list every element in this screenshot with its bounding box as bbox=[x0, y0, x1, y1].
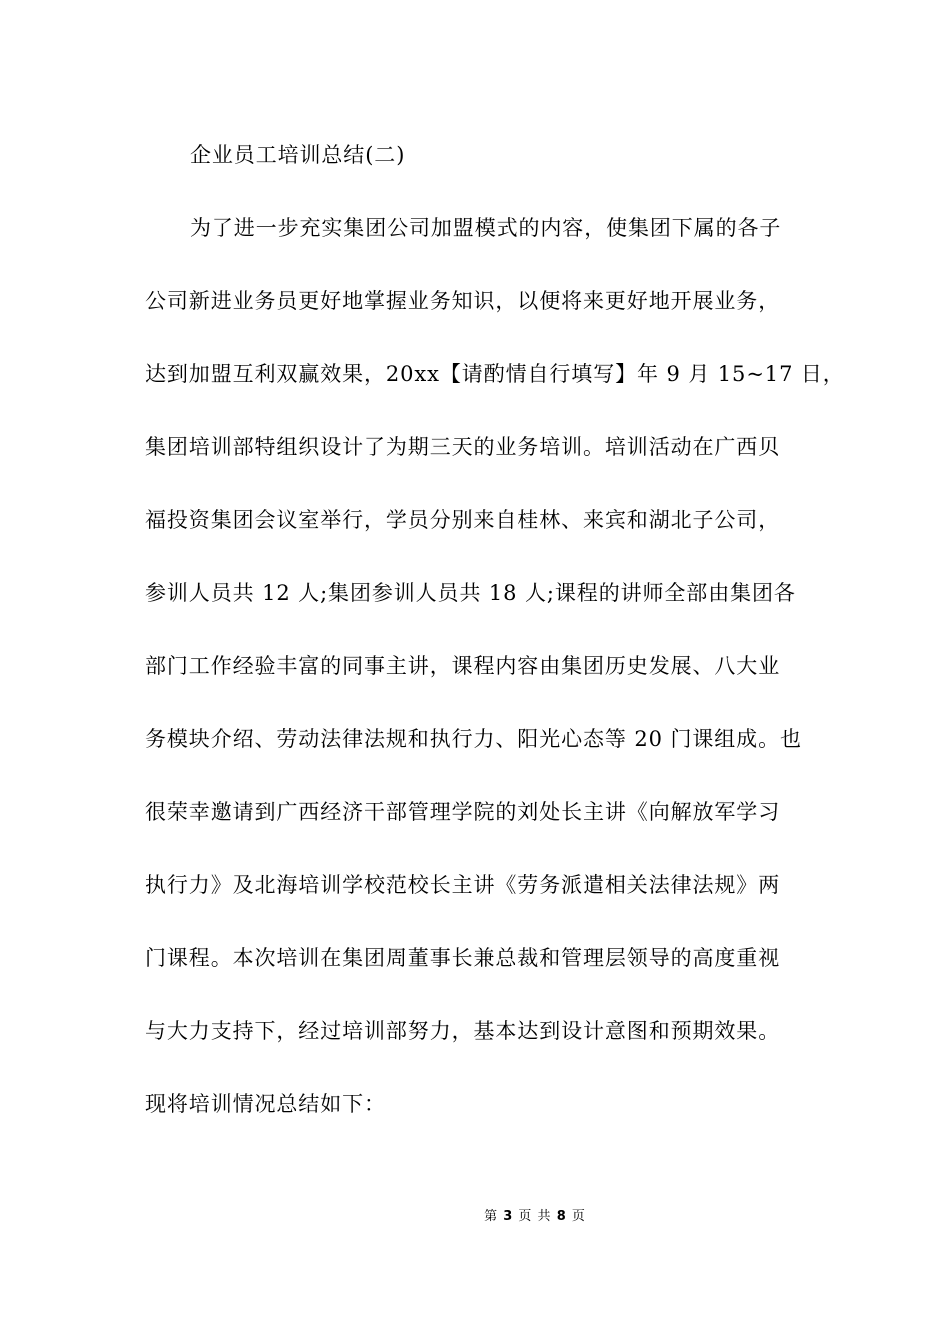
footer-suffix: 页 bbox=[571, 1209, 586, 1224]
paragraph-line-11: 门课程。本次培训在集团周董事长兼总裁和管理层领导的高度重视 bbox=[145, 946, 781, 970]
paragraph-line-9: 很荣幸邀请到广西经济干部管理学院的刘处长主讲《向解放军学习 bbox=[145, 800, 781, 824]
page-footer bbox=[0, 1207, 950, 1227]
paragraph-line-12: 与大力支持下，经过培训部努力，基本达到设计意图和预期效果。 bbox=[145, 1019, 781, 1043]
paragraph-line-2: 公司新进业务员更好地掌握业务知识，以便将来更好地开展业务， bbox=[145, 289, 781, 313]
paragraph-line-4: 集团培训部特组织设计了为期三天的业务培训。培训活动在广西贝 bbox=[145, 435, 781, 459]
footer-total-pages: 8 bbox=[556, 1209, 567, 1224]
footer-middle: 页 共 bbox=[518, 1209, 552, 1224]
paragraph-line-8: 务模块介绍、劳动法律法规和执行力、阳光心态等 20 门课组成。也 bbox=[145, 727, 802, 751]
paragraph-line-6: 参训人员共 12 人;集团参训人员共 18 人;课程的讲师全部由集团各 bbox=[145, 581, 796, 605]
document-title: 企业员工培训总结(二) bbox=[190, 143, 406, 167]
paragraph-line-13: 现将培训情况总结如下： bbox=[145, 1092, 386, 1116]
paragraph-line-10: 执行力》及北海培训学校范校长主讲《劳务派遣相关法律法规》两 bbox=[145, 873, 781, 897]
paragraph-line-7: 部门工作经验丰富的同事主讲，课程内容由集团历史发展、八大业 bbox=[145, 654, 781, 678]
footer-prefix: 第 bbox=[484, 1209, 499, 1224]
paragraph-line-1: 为了进一步充实集团公司加盟模式的内容，使集团下属的各子 bbox=[190, 216, 782, 240]
paragraph-line-3: 达到加盟互利双赢效果，20xx【请酌情自行填写】年 9 月 15~17 日， bbox=[145, 362, 845, 386]
footer-current-page: 3 bbox=[503, 1209, 514, 1224]
paragraph-line-5: 福投资集团会议室举行，学员分别来自桂林、来宾和湖北子公司， bbox=[145, 508, 781, 532]
